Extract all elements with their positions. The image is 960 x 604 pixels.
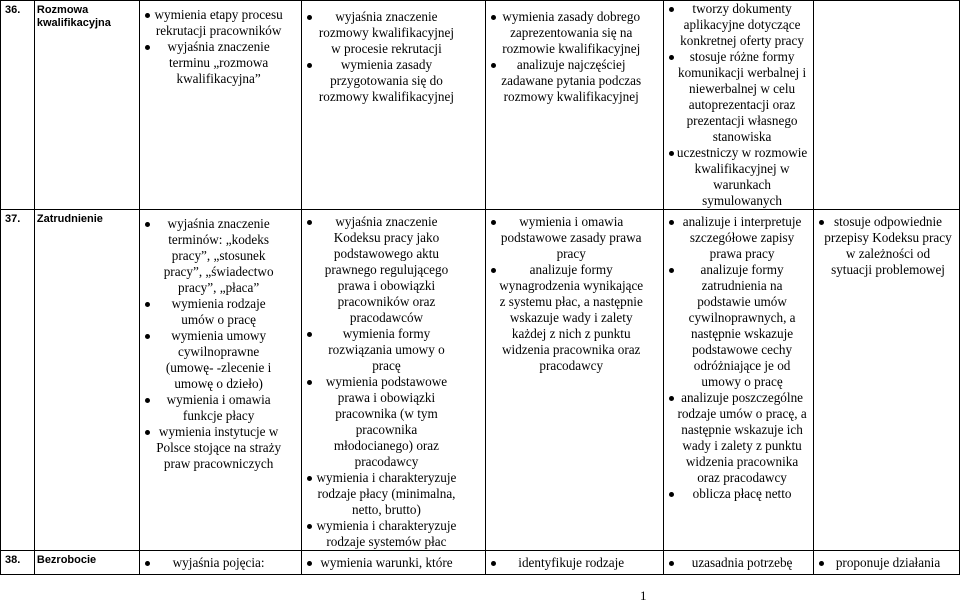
list-item (676, 555, 808, 571)
topic-cell: Zatrudnienie (34, 210, 139, 551)
bullet-icon (491, 268, 496, 273)
requirements-cell (139, 551, 302, 575)
bullet-icon (669, 396, 674, 401)
list-item-text: wymienia i omawia podstawowe zasady prawa pracy (500, 214, 642, 261)
list-item (496, 262, 646, 374)
list-item-text: analizuje formy wynagrodzenia wynikające z systemu płac, a następnie wskazuje wady i zalety każdej z nich z punktu widzenia pracownika oraz pracodawcy (499, 262, 644, 373)
list-item (154, 392, 284, 424)
bullet-icon (491, 63, 496, 68)
bullet-icon (307, 380, 312, 385)
list-item (496, 9, 646, 57)
bullet-icon (819, 220, 824, 225)
list-item (316, 326, 456, 374)
list-item-text: wymienia zasady dobrego zaprezentowania się na rozmowie kwalifikacyjnej (502, 9, 641, 56)
list-item (496, 57, 646, 105)
list-item-text: wymienia i charakteryzuje rodzaje systemów płac (316, 518, 457, 549)
list-item (154, 7, 284, 39)
list-item (316, 9, 456, 57)
table-row (1, 1, 960, 210)
bullet-icon (669, 55, 674, 60)
list-item (154, 296, 284, 328)
list-item (824, 214, 952, 278)
row-number: 38. (1, 551, 35, 575)
bullet-icon (307, 524, 312, 529)
requirements-cell (664, 551, 814, 575)
requirements-cell (814, 1, 960, 210)
list-item-text: wymienia podstawowe prawa i obowiązki pracownika (w tym pracownika młodocianego) oraz pracodawcy (325, 374, 448, 469)
list-item-text: wymienia etapy procesu rekrutacji pracowników (154, 7, 283, 38)
list-item-text: stosuje odpowiednie przepisy Kodeksu pracy w zależności od sytuacji problemowej (824, 214, 952, 277)
list-item-text: identyfikuje rodzaje (518, 555, 625, 570)
bullet-icon (145, 302, 150, 307)
requirements-cell (302, 551, 486, 575)
bullet-icon (491, 15, 496, 20)
list-item-text: wymienia instytucje w Polsce stojące na straży praw pracowniczych (156, 424, 282, 471)
requirements-cell (139, 1, 302, 210)
bullet-icon (669, 151, 674, 156)
list-item (154, 39, 284, 87)
bullet-icon (819, 561, 824, 566)
requirements-cell (486, 210, 664, 551)
bullet-icon (669, 7, 674, 12)
list-item-text: stosuje różne formy komunikacji werbalnej i niewerbalnej w celu autoprezentacji oraz prezentacji własnego stanowiska (677, 49, 807, 144)
list-item (676, 1, 808, 49)
list-item-text: wymienia warunki, które (320, 555, 453, 570)
bullet-icon (145, 430, 150, 435)
list-item (676, 486, 808, 502)
bullet-icon (307, 220, 312, 225)
requirements-cell (664, 210, 814, 551)
list-item (154, 216, 284, 296)
bullet-icon (491, 220, 496, 225)
list-item-text: wyjaśnia znaczenie rozmowy kwalifikacyjnej w procesie rekrutacji (318, 9, 455, 56)
list-item-text: wyjaśnia znaczenie Kodeksu pracy jako podstawowego aktu prawnego regulującego prawa i obowiązki pracowników oraz pracodawców (324, 214, 449, 325)
bullet-icon (307, 63, 312, 68)
list-item-text: wyjaśnia pojęcia: (172, 555, 265, 570)
list-item-text: analizuje poszczególne rodzaje umów o pracę, a następnie wskazuje ich wady i zalety z punktu widzenia pracownika oraz pracodawcy (677, 390, 807, 485)
bullet-icon (145, 398, 150, 403)
bullet-icon (669, 268, 674, 273)
requirements-cell (486, 551, 664, 575)
row-number: 36. (1, 1, 35, 210)
list-item (154, 424, 284, 472)
list-item (824, 555, 952, 571)
requirements-cell (302, 210, 486, 551)
list-item-text: uzasadnia potrzebę (691, 555, 793, 570)
list-item (316, 518, 456, 550)
list-item (316, 57, 456, 105)
list-item (496, 214, 646, 262)
bullet-icon (307, 561, 312, 566)
list-item-text: wymienia rodzaje umów o pracę (171, 296, 266, 327)
list-item (316, 214, 456, 326)
list-item-text: wymienia i charakteryzuje rodzaje płacy (minimalna, netto, brutto) (316, 470, 457, 517)
bullet-icon (145, 334, 150, 339)
list-item (676, 262, 808, 390)
requirements-cell (814, 551, 960, 575)
list-item-text: wyjaśnia znaczenie terminów: „kodeks pracy”, „stosunek pracy”, „świadectwo pracy”, „płaca” (163, 216, 274, 295)
list-item-text: tworzy dokumenty aplikacyjne dotyczące konkretnej oferty pracy (680, 1, 804, 48)
list-item-text: wyjaśnia znaczenie terminu „rozmowa kwalifikacyjna” (167, 39, 270, 86)
bullet-icon (669, 220, 674, 225)
list-item-text: proponuje działania (835, 555, 941, 570)
bullet-icon (307, 332, 312, 337)
page-number: 1 (640, 588, 647, 603)
bullet-icon (307, 15, 312, 20)
list-item (316, 555, 456, 571)
requirements-cell (814, 210, 960, 551)
bullet-icon (491, 561, 496, 566)
requirements-cell (139, 210, 302, 551)
list-item (676, 145, 808, 209)
requirements-cell (486, 1, 664, 210)
list-item (316, 374, 456, 470)
list-item-text: wymienia formy rozwiązania umowy o pracę (328, 326, 445, 373)
list-item (496, 555, 646, 571)
list-item-text: analizuje i interpretuje szczegółowe zapisy prawa pracy (682, 214, 802, 261)
list-item-text: wymienia umowy cywilnoprawne (umowę- -zlecenie i umowę o dzieło) (165, 328, 272, 391)
bullet-icon (307, 476, 312, 481)
row-number: 37. (1, 210, 35, 551)
list-item-text: oblicza płacę netto (692, 486, 792, 501)
table-row (1, 551, 960, 575)
list-item-text: wymienia i omawia funkcje płacy (166, 392, 271, 423)
bullet-icon (669, 492, 674, 497)
list-item (676, 390, 808, 486)
bullet-icon (145, 222, 150, 227)
list-item-text: analizuje najczęściej zadawane pytania podczas rozmowy kwalifikacyjnej (501, 57, 642, 104)
list-item (676, 49, 808, 145)
topic-cell: Bezrobocie (34, 551, 139, 575)
list-item-text: wymienia zasady przygotowania się do rozmowy kwalifikacyjnej (318, 57, 455, 104)
list-item (676, 214, 808, 262)
bullet-icon (145, 13, 150, 18)
list-item (154, 328, 284, 392)
bullet-icon (145, 45, 150, 50)
table-row (1, 210, 960, 551)
requirements-cell (302, 1, 486, 210)
topic-cell: Rozmowa kwalifikacyjna (34, 1, 139, 210)
bullet-icon (669, 561, 674, 566)
requirements-cell (664, 1, 814, 210)
bullet-icon (145, 561, 150, 566)
list-item (316, 470, 456, 518)
list-item-text: uczestniczy w rozmowie kwalifikacyjnej w warunkach symulowanych (676, 145, 808, 208)
list-item-text: analizuje formy zatrudnienia na podstawie umów cywilnoprawnych, a następnie wskazuje podstawowe cechy odróżniające je od umowy o pracę (688, 262, 796, 389)
list-item (154, 555, 284, 571)
